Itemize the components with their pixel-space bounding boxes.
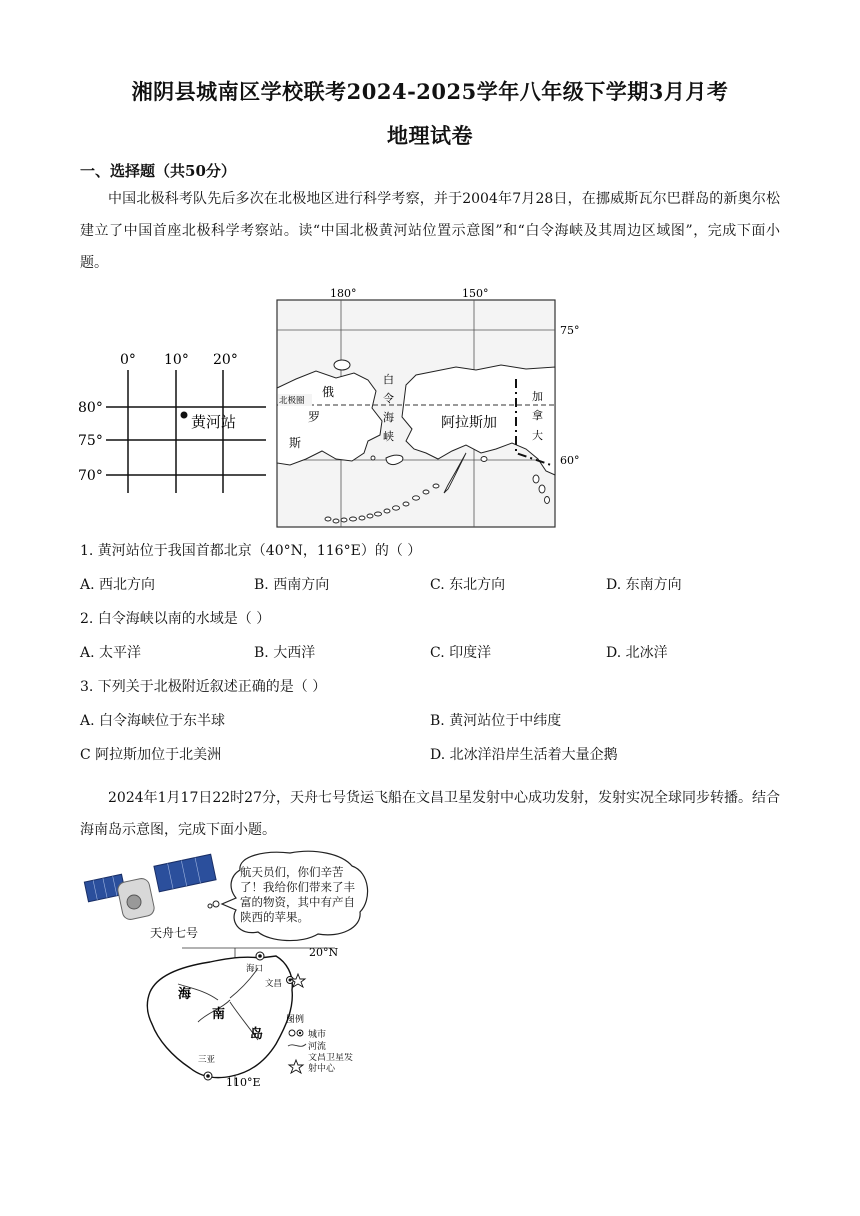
q2-option-a[interactable]: A. 太平洋	[80, 645, 142, 661]
top-label-150: 150°	[462, 287, 489, 300]
q3-option-b[interactable]: B. 黄河站位于中纬度	[430, 713, 562, 729]
strait-char-2: 令	[383, 392, 394, 405]
right-label-60: 60°	[560, 454, 580, 467]
q3-option-a[interactable]: A. 白令海峡位于东半球	[80, 713, 226, 729]
q2-option-c[interactable]: C. 印度洋	[430, 645, 492, 661]
island-char-2: 南	[212, 1007, 226, 1022]
canada-char-3: 大	[532, 429, 543, 442]
question-2-stem: 2. 白令海峡以南的水域是（ ）	[80, 611, 271, 627]
lat-label-75: 75°	[78, 433, 103, 449]
station-label: 黄河站	[191, 413, 237, 431]
question-1-stem: 1. 黄河站位于我国首都北京（40°N，116°E）的（ ）	[80, 543, 422, 559]
legend-river-label: 河流	[308, 1042, 327, 1052]
q3-option-d[interactable]: D. 北冰洋沿岸生活着大量企鹅	[430, 747, 618, 763]
right-label-75: 75°	[560, 324, 580, 337]
russia-char-3: 斯	[289, 436, 302, 450]
bering-strait-map	[276, 283, 586, 533]
launch-center-star-icon	[291, 974, 305, 987]
canada-char-2: 拿	[532, 409, 543, 422]
island-char-1: 海	[178, 987, 192, 1002]
legend-star-icon	[289, 1060, 303, 1073]
lat-label-70: 70°	[78, 468, 103, 484]
exam-title-line1: 湘阴县城南区学校联考2024-2025学年八年级下学期3月月考	[131, 79, 729, 104]
city-label-wenchang: 文昌	[265, 979, 283, 989]
huanghe-station-grid-map	[78, 345, 268, 495]
q3-option-c[interactable]: C 阿拉斯加位于北美洲	[80, 747, 222, 763]
strait-char-3: 海	[383, 411, 394, 424]
lon-label-0: 0°	[120, 352, 136, 368]
city-label-sanya: 三亚	[198, 1055, 216, 1065]
question-3-stem: 3. 下列关于北极附近叙述正确的是（ ）	[80, 679, 327, 695]
exam-title-line2: 地理试卷	[387, 123, 473, 148]
q1-option-a[interactable]: A. 西北方向	[80, 577, 156, 593]
city-label-haikou: 海口	[246, 964, 264, 974]
q1-option-c[interactable]: C. 东北方向	[430, 577, 506, 593]
island-char-3: 岛	[250, 1027, 264, 1042]
legend-title: 图例	[286, 1015, 305, 1025]
legend-city-icon	[289, 1030, 303, 1036]
q1-option-d[interactable]: D. 东南方向	[606, 577, 682, 593]
lon-label-110e: 110°E	[226, 1076, 261, 1089]
q2-option-b[interactable]: B. 大西洋	[254, 645, 316, 661]
passage-2: 2024年1月17日22时27分，天舟七号货运飞船在文昌卫星发射中心成功发射，发射实况全球同步转播。结合海南岛示意图，完成下面小题。	[80, 790, 780, 838]
arctic-circle-label: 北极圈	[279, 396, 305, 406]
lon-label-20: 20°	[213, 352, 238, 368]
q2-option-d[interactable]: D. 北冰洋	[606, 645, 668, 661]
top-label-180: 180°	[330, 287, 357, 300]
russia-char-1: 俄	[322, 385, 335, 399]
lon-label-10: 10°	[164, 352, 189, 368]
station-dot-icon	[181, 412, 188, 419]
legend-launch-label: 文昌卫星发射中心	[308, 1053, 354, 1074]
legend-river-icon	[288, 1044, 306, 1046]
city-icon-sanya	[204, 1072, 212, 1080]
city-icon-haikou	[256, 952, 264, 960]
spacecraft-label: 天舟七号	[150, 926, 199, 940]
passage-1: 中国北极科考队先后多次在北极地区进行科学考察，并于2004年7月28日，在挪威斯瓦尔巴群岛的新奥尔松建立了中国首座北极科学考察站。读“中国北极黄河站位置示意图”和“白令海峡及其周边区域图”，完成下面小题。	[80, 191, 780, 271]
legend-city-label: 城市	[308, 1030, 327, 1040]
speech-bubble-text: 航天员们，你们辛苦了！我给你们带来了丰富的物资，其中有产自陕西的苹果。	[240, 865, 355, 924]
lat-label-20n: 20°N	[309, 946, 339, 959]
strait-char-4: 峡	[383, 430, 394, 443]
spacecraft-icon	[84, 854, 216, 921]
strait-char-1: 白	[383, 373, 394, 386]
alaska-label: 阿拉斯加	[441, 415, 497, 431]
canada-char-1: 加	[532, 390, 543, 403]
lat-label-80: 80°	[78, 400, 103, 416]
section-heading: 一、选择题（共50分）	[80, 162, 236, 180]
q1-option-b[interactable]: B. 西南方向	[254, 577, 330, 593]
russia-char-2: 罗	[308, 410, 321, 424]
